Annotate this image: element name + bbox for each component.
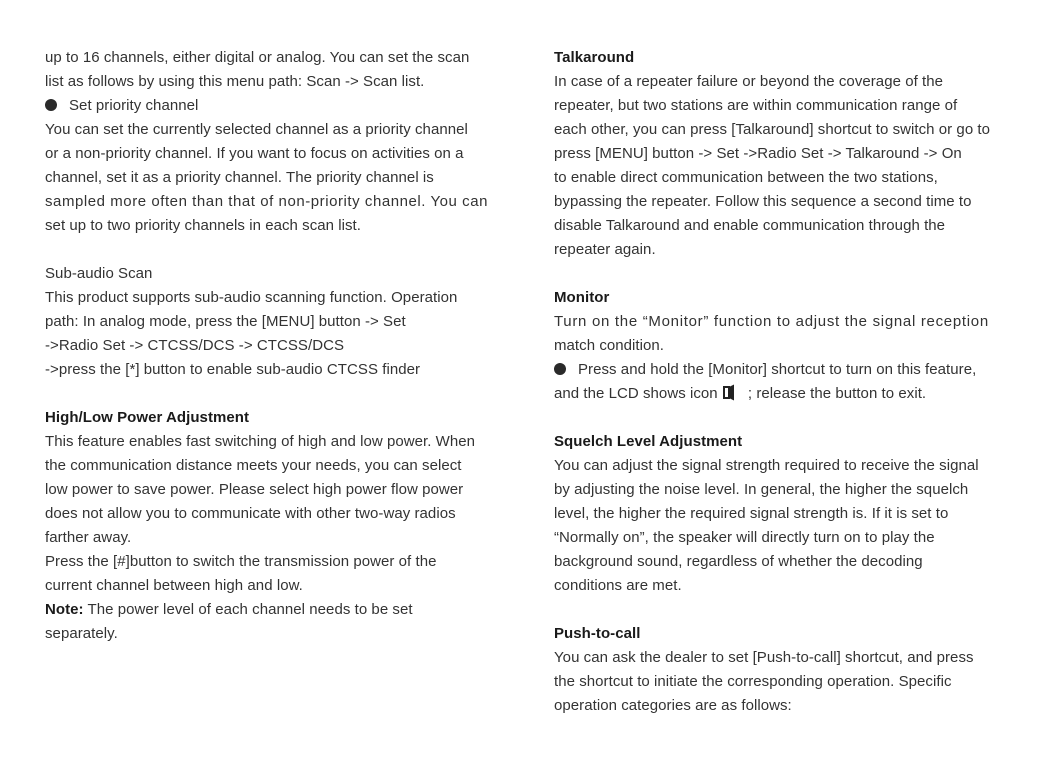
note-line [45,598,515,622]
squelch-body-line-4: “Normally on”, the speaker will directly turn on to play the [554,529,935,546]
power-body-line-3: low power to save power. Please select high power flow power [45,481,464,498]
sub-audio-title: Sub-audio Scan [45,265,153,282]
squelch-body-line-6: conditions are met. [554,577,682,594]
power-body-line-1: This feature enables fast switching of high and low power. When [45,433,476,450]
talkaround-body-line-3: each other, you can press [Talkaround] shortcut to switch or go to [554,121,991,138]
scan-list-intro-line-1: up to 16 channels, either digital or analog. You can set the scan [45,49,470,66]
spacer [45,382,515,406]
monitor-icon-line [554,382,1024,406]
sub-audio-body-line-4: ->press the [*] button to enable sub-audio CTCSS finder [45,361,421,378]
note-label: Note: [45,601,84,618]
spacer [554,406,1024,430]
priority-body-line-1: You can set the currently selected channel as a priority channel [45,121,468,138]
priority-body-line-3: channel, set it as a priority channel. The priority channel is [45,169,434,186]
left-column [45,46,515,646]
bullet-icon [45,99,57,111]
priority-body-line-2: or a non-priority channel. If you want to focus on activities on a [45,145,464,162]
power-body-line-5: farther away. [45,529,132,546]
talkaround-title: Talkaround [554,49,635,66]
sub-audio-body-line-1: This product supports sub-audio scanning function. Operation [45,289,458,306]
ptc-body-line-2: the shortcut to initiate the corresponding operation. Specific [554,673,952,690]
talkaround-body-line-8: repeater again. [554,241,656,258]
spacer [45,238,515,262]
sub-audio-body-line-3: ->Radio Set -> CTCSS/DCS -> CTCSS/DCS [45,337,345,354]
squelch-body-line-5: background sound, regardless of whether the decoding [554,553,923,570]
squelch-body-line-3: level, the higher the required signal strength is. If it is set to [554,505,949,522]
ptc-body-line-3: operation categories are as follows: [554,697,792,714]
squelch-title: Squelch Level Adjustment [554,433,743,450]
power-body-line-6: Press the [#]button to switch the transmission power of the [45,553,437,570]
talkaround-body-line-2: repeater, but two stations are within communication range of [554,97,958,114]
priority-body-line-5: set up to two priority channels in each scan list. [45,217,361,234]
spacer [554,262,1024,286]
priority-body-line-4: sampled more often than that of non-priority channel. You can [45,193,488,210]
priority-bullet-label: Set priority channel [69,97,199,114]
sub-audio-body-line-2: path: In analog mode, press the [MENU] button -> Set [45,313,406,330]
note-continued: separately. [45,625,118,642]
ptc-title: Push-to-call [554,625,641,642]
monitor-body-line-2: match condition. [554,337,665,354]
talkaround-body-line-4: press [MENU] button -> Set ->Radio Set -> Talkaround -> On [554,145,962,162]
squelch-body-line-1: You can adjust the signal strength required to receive the signal [554,457,979,474]
monitor-bullet-item [554,358,1024,382]
talkaround-body-line-7: disable Talkaround and enable communication through the [554,217,946,234]
bullet-icon [554,363,566,375]
right-column [554,46,1024,718]
power-title: High/Low Power Adjustment [45,409,250,426]
spacer [554,598,1024,622]
speaker-monitor-icon [718,384,744,402]
talkaround-body-line-1: In case of a repeater failure or beyond the coverage of the [554,73,944,90]
monitor-bullet-label: Press and hold the [Monitor] shortcut to turn on this feature, [578,361,977,378]
monitor-body-line-1: Turn on the “Monitor” function to adjust the signal reception [554,313,989,330]
monitor-title: Monitor [554,289,610,306]
monitor-icon-prefix: and the LCD shows icon [554,385,718,402]
power-body-line-4: does not allow you to communicate with other two-way radios [45,505,456,522]
squelch-body-line-2: by adjusting the noise level. In general, the higher the squelch [554,481,969,498]
power-body-line-7: current channel between high and low. [45,577,303,594]
talkaround-body-line-5: to enable direct communication between the two stations, [554,169,938,186]
priority-bullet-item [45,94,515,118]
ptc-body-line-1: You can ask the dealer to set [Push-to-call] shortcut, and press [554,649,974,666]
talkaround-body-line-6: bypassing the repeater. Follow this sequence a second time to [554,193,972,210]
power-body-line-2: the communication distance meets your needs, you can select [45,457,462,474]
scan-list-intro-line-2: list as follows by using this menu path: Scan -> Scan list. [45,73,425,90]
monitor-icon-suffix: ; release the button to exit. [743,385,927,402]
note-text: The power level of each channel needs to be set [83,601,413,618]
